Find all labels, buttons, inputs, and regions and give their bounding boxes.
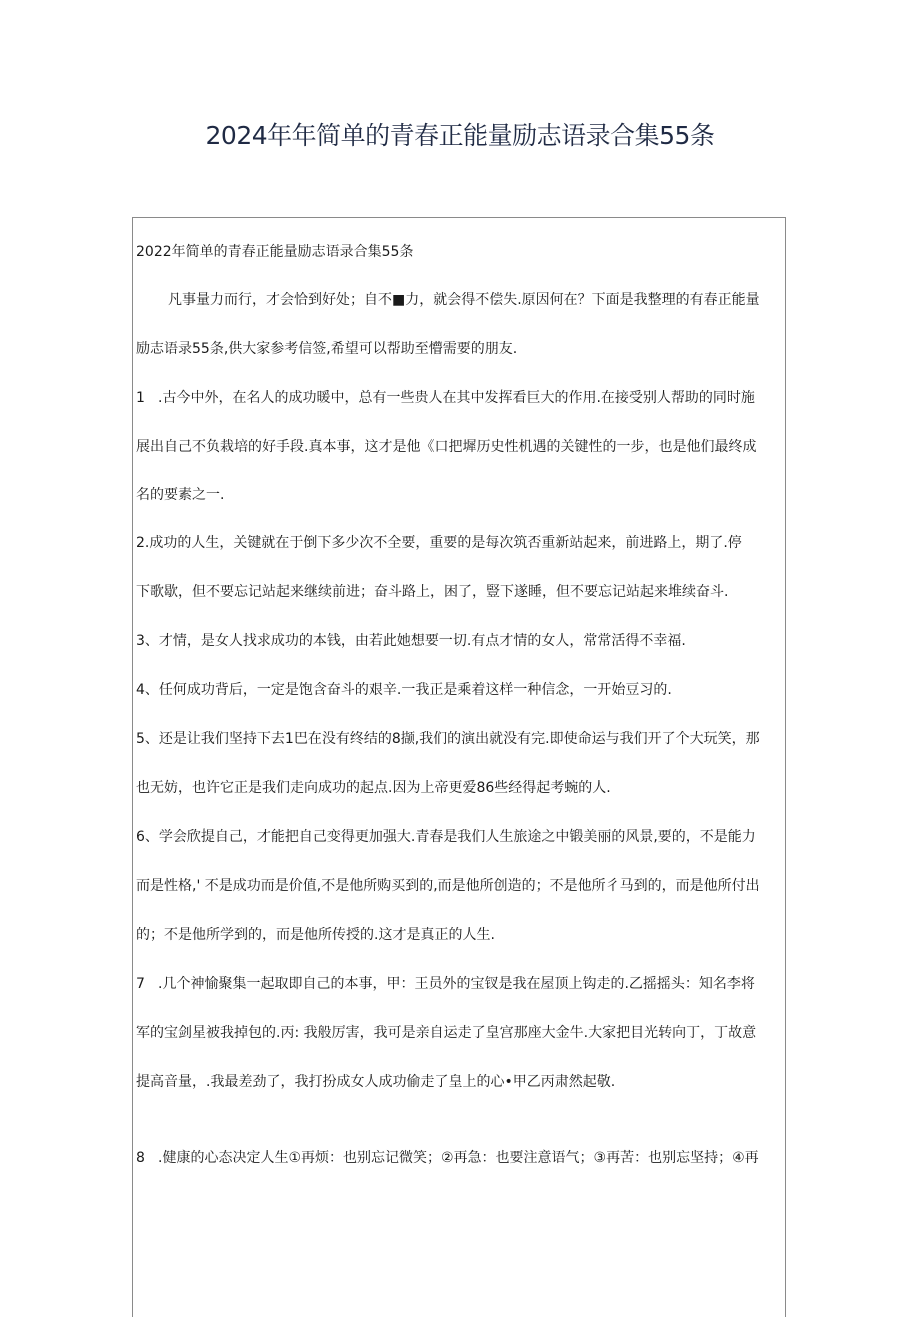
page-title: 2024年年简单的青春正能量励志语录合集55条 xyxy=(205,121,715,150)
item-text: .古今中外，在名人的成功暖中，总有一些贵人在其中发挥看巨大的作用.在接受别人帮助的同时施 xyxy=(158,390,755,406)
list-item-line: 6、学会欣提自己，才能把自己变得更加强大.青春是我们人生旅途之中锻美丽的风景,要的，不是能力 xyxy=(136,829,756,845)
list-item-line xyxy=(136,388,786,408)
list-item-line: 提高音量，.我最差劲了，我打扮成女人成功偷走了皇上的心•甲乙丙肃然起敬. xyxy=(136,1074,616,1090)
document-subtitle: 2022年简单的青春正能量励志语录合集55条 xyxy=(136,244,414,260)
list-item-line xyxy=(136,974,786,994)
intro-line: 凡事量力而行，才会恰到好处；自不■力，就会得不偿失.原因何在？下面是我整理的有春正能量 xyxy=(168,292,760,308)
list-item-line: 也无妨，也许它正是我们走向成功的起点.因为上帝更爱86些经得起考蜿的人. xyxy=(136,780,611,796)
item-number: 7 xyxy=(136,976,145,992)
list-item-line: 3、才情，是女人找求成功的本钱，由若此她想要一切.有点才情的女人，常常活得不幸福. xyxy=(136,633,686,649)
item-number: 1 xyxy=(136,390,145,406)
list-item-line: 军的宝剑星被我掉包的.丙: 我般厉害，我可是亲自运走了皇宫那座大金牛.大家把目光转向丁，丁故意 xyxy=(136,1025,757,1041)
list-item-line: 展出自己不负栽培的好手段.真本事，这才是他《口把墀历史性机遇的关键性的一步，也是他们最终成 xyxy=(136,439,757,455)
list-item-line: 下歌歇，但不要忘记站起来继续前进；奋斗路上，困了，豎下遂睡，但不要忘记站起来堆续奋斗. xyxy=(136,584,729,600)
item-number: 8 xyxy=(136,1150,145,1166)
list-item-line: 4、任何成功背后，一定是饱含奋斗的艰辛.一我正是乘着这样一种信念，一开始豆习的. xyxy=(136,682,672,698)
item-text: .几个神愉聚集一起取即自己的本事，甲：王员外的宝钗是我在屋顶上钩走的.乙摇摇头：知名李将 xyxy=(158,976,755,992)
intro-line: 励志语录55条,供大家参考信签,希望可以帮助至懵需要的朋友. xyxy=(136,341,518,357)
list-item-line: 5、还是让我们坚持下去1巴在没有终结的8撷,我们的演出就没有完.即使命运与我们开了个大玩笑，那 xyxy=(136,731,760,747)
item-text: .健康的心态决定人生①再烦：也别忘记微笑；②再急：也要注意语气；③再苦：也别忘坚持；④再 xyxy=(158,1150,759,1166)
list-item-line: 的；不是他所学到的，而是他所传授的.这才是真正的人生. xyxy=(136,927,495,943)
list-item-line: 而是性格,' 不是成功而是价值,不是他所购买到的,而是他所创造的；不是他所彳马到的，而是他所付出 xyxy=(136,878,760,894)
list-item-line: 名的要素之一. xyxy=(136,487,225,503)
list-item-line xyxy=(136,1148,786,1168)
list-item-line: 2.成功的人生，关键就在于倒下多少次不全要，重要的是每次筑否重新站起来，前进路上，期了.停 xyxy=(136,535,742,551)
